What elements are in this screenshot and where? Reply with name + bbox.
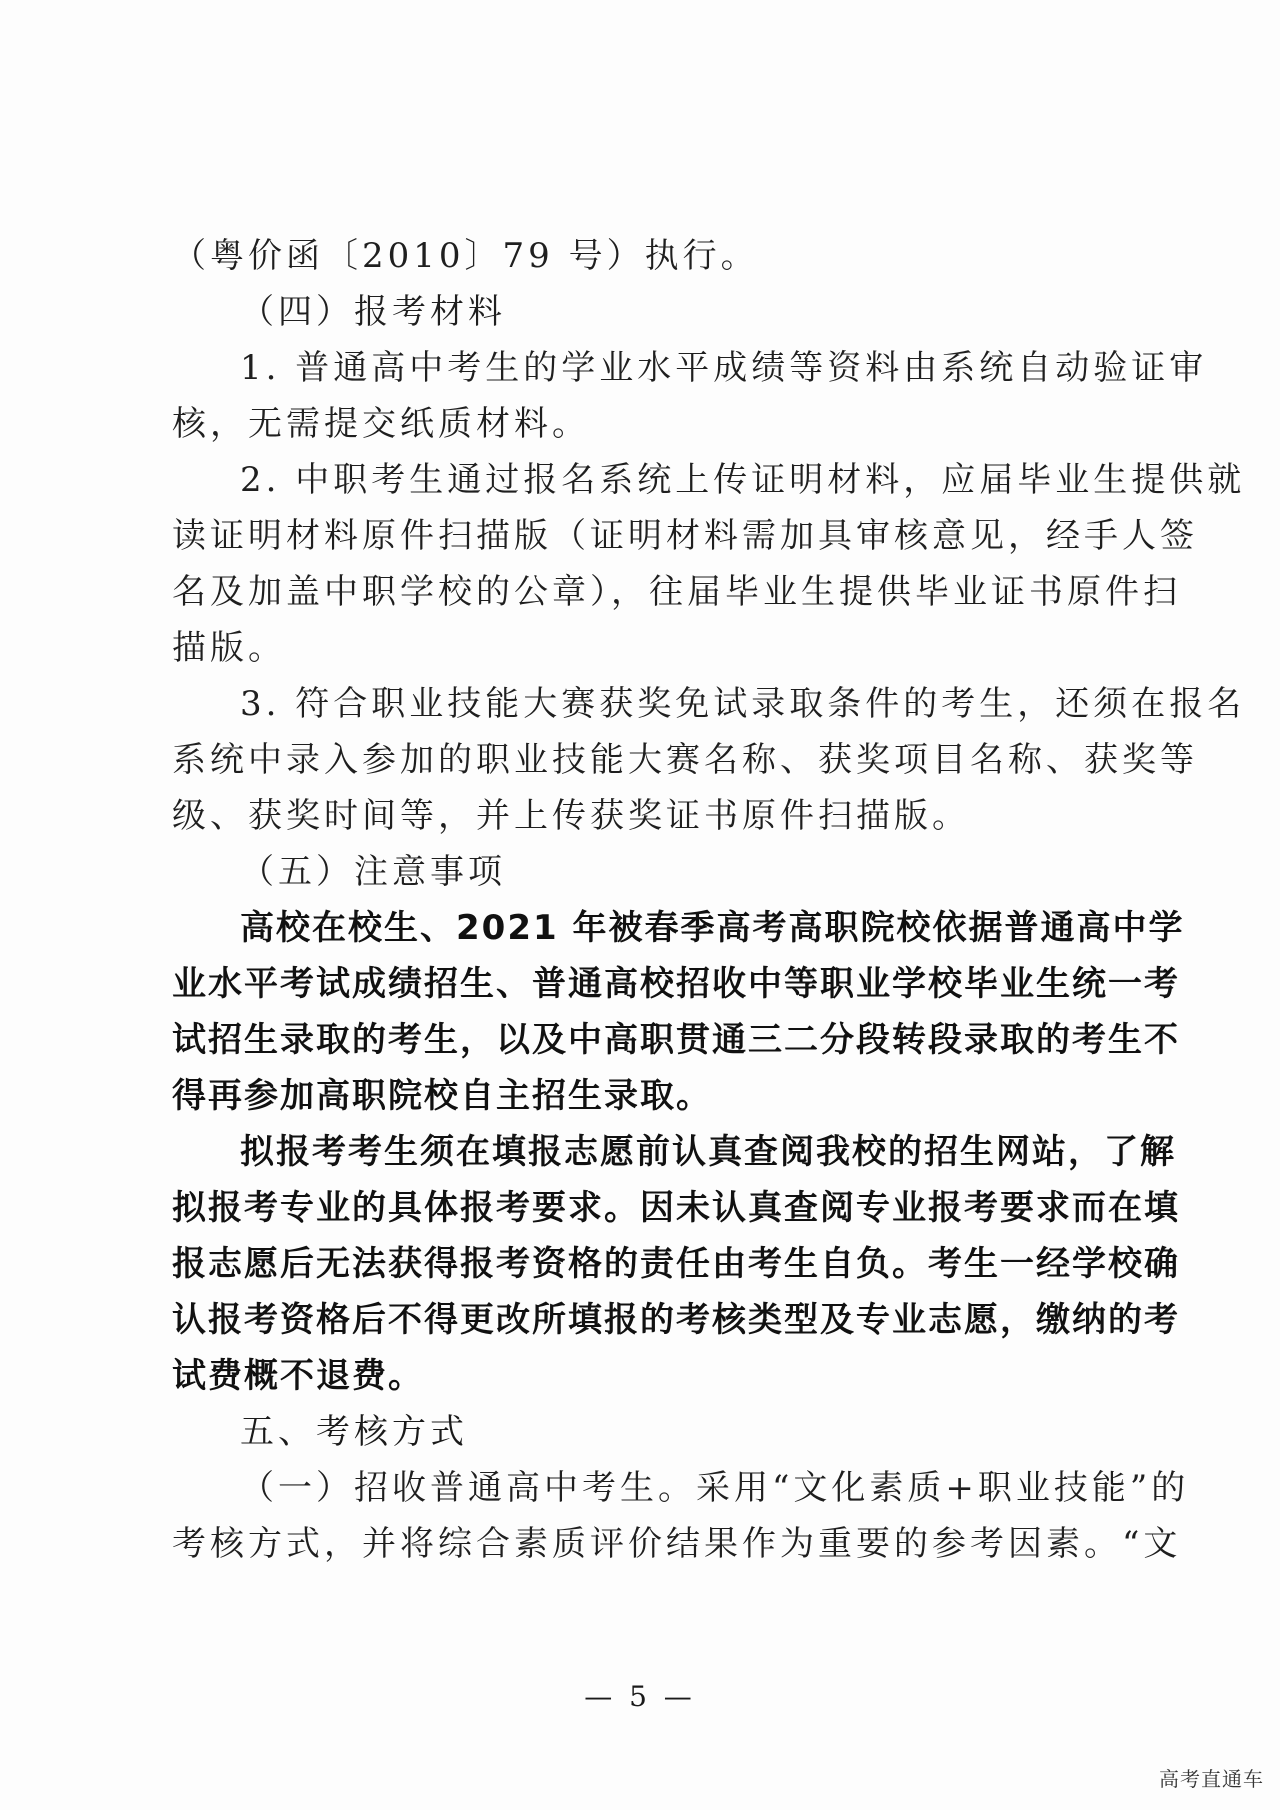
text-line: （一）招收普通高中考生。采用“文化素质+职业技能”的 xyxy=(240,1468,1190,1508)
text-line: 核，无需提交纸质材料。 xyxy=(172,404,590,444)
text-line: （粤价函〔2010〕79 号）执行。 xyxy=(172,236,759,276)
text-line: 1. 普通高中考生的学业水平成绩等资料由系统自动验证审 xyxy=(240,348,1208,388)
text-line: 2. 中职考生通过报名系统上传证明材料，应届毕业生提供就 xyxy=(240,460,1246,500)
text-line-bold: 高校在校生、2021 年被春季高考高职院校依据普通高中学 xyxy=(240,908,1185,948)
section-heading-assessment: 五、考核方式 xyxy=(240,1412,468,1452)
section-heading-materials: （四）报考材料 xyxy=(240,292,506,332)
text-line: 考核方式，并将综合素质评价结果作为重要的参考因素。“文 xyxy=(172,1524,1182,1564)
text-line: 系统中录入参加的职业技能大赛名称、获奖项目名称、获奖等 xyxy=(172,740,1198,780)
text-line-bold: 拟报考专业的具体报考要求。因未认真查阅专业报考要求而在填 xyxy=(172,1188,1180,1228)
text-line-bold: 得再参加高职院校自主招生录取。 xyxy=(172,1076,712,1116)
text-line: 读证明材料原件扫描版（证明材料需加具审核意见，经手人签 xyxy=(172,516,1198,556)
text-line: 级、获奖时间等，并上传获奖证书原件扫描版。 xyxy=(172,796,970,836)
text-line: 3. 符合职业技能大赛获奖免试录取条件的考生，还须在报名 xyxy=(240,684,1246,724)
watermark-text: 高考直通车 xyxy=(1159,1767,1264,1791)
text-line: 名及加盖中职学校的公章），往届毕业生提供毕业证书原件扫 xyxy=(172,572,1181,612)
text-line-bold: 业水平考试成绩招生、普通高校招收中等职业学校毕业生统一考 xyxy=(172,964,1180,1004)
page-number: — 5 — xyxy=(584,1680,696,1713)
text-line: 描版。 xyxy=(172,628,286,668)
text-line-bold: 报志愿后无法获得报考资格的责任由考生自负。考生一经学校确 xyxy=(172,1244,1180,1284)
document-body xyxy=(172,228,1246,1572)
section-heading-notes: （五）注意事项 xyxy=(240,852,506,892)
text-line-bold: 认报考资格后不得更改所填报的考核类型及专业志愿，缴纳的考 xyxy=(172,1300,1180,1340)
text-line-bold: 试费概不退费。 xyxy=(172,1356,424,1396)
text-line-bold: 试招生录取的考生，以及中高职贯通三二分段转段录取的考生不 xyxy=(172,1020,1180,1060)
text-line-bold: 拟报考考生须在填报志愿前认真查阅我校的招生网站，了解 xyxy=(240,1132,1176,1172)
